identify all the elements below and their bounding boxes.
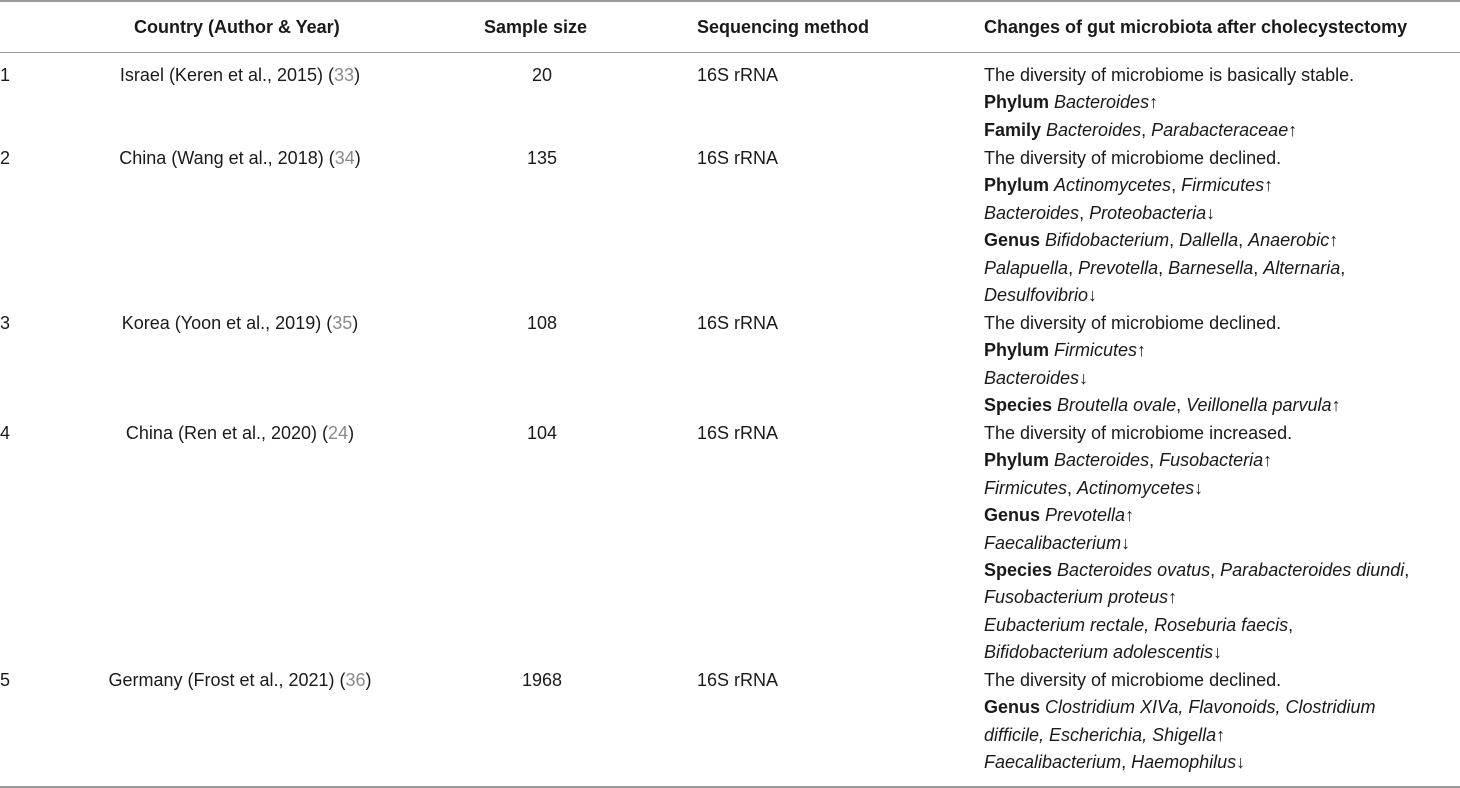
country-close-paren: ): [365, 670, 372, 690]
taxon-rank: Genus: [984, 505, 1046, 526]
changes-text: ,: [1210, 559, 1221, 580]
taxon-name: Palapuella: [984, 257, 1069, 278]
changes-text: ↓: [1236, 752, 1246, 773]
changes-line: [984, 530, 1409, 557]
changes-line: [984, 557, 1409, 584]
changes-text: ↓: [1079, 367, 1089, 388]
taxon-name: Bacteroides: [984, 202, 1080, 223]
changes-text: ,: [1067, 477, 1078, 498]
row-country: [0, 145, 480, 172]
taxon-name: Bacteroides ovatus: [1057, 559, 1211, 580]
changes-text: The diversity of microbiome declined.: [984, 148, 1282, 168]
row-number: 2: [0, 148, 11, 168]
changes-text: ,: [1340, 257, 1346, 278]
row-changes: [984, 62, 1354, 144]
changes-text: ,: [1141, 119, 1152, 140]
taxon-name: Broutella ovale: [1057, 395, 1177, 416]
changes-text: ↓: [1194, 477, 1204, 498]
taxon-name: Parabacteroides diundi: [1220, 559, 1405, 580]
row-sample-size: 20: [531, 65, 553, 85]
row-sequencing-method: 16S rRNA: [697, 313, 779, 333]
changes-line: [984, 639, 1409, 666]
changes-line: [984, 502, 1409, 529]
taxon-name: Proteobacteria: [1089, 202, 1207, 223]
row-number: 4: [0, 423, 11, 443]
changes-text: ↑: [1137, 340, 1147, 361]
row-sequencing-method: 16S rRNA: [697, 65, 779, 85]
taxon-name: Eubacterium rectale, Roseburia faecis: [984, 614, 1289, 635]
taxon-name: difficile, Escherichia, Shigella: [984, 724, 1217, 745]
changes-text: ,: [1149, 450, 1160, 471]
changes-text: ,: [1404, 559, 1410, 580]
header-country: Country (Author & Year): [134, 17, 340, 37]
country-text: Israel (Keren et al., 2015) (: [119, 65, 335, 85]
country-close-paren: ): [352, 313, 359, 333]
changes-text: ,: [1288, 614, 1294, 635]
taxon-name: Desulfovibrio: [984, 284, 1089, 305]
taxon-name: Prevotella: [1078, 257, 1159, 278]
changes-text: ,: [1238, 230, 1249, 251]
row-number: 5: [0, 670, 11, 690]
reference-number: 36: [345, 670, 366, 690]
row-changes: [984, 420, 1409, 667]
header-changes: Changes of gut microbiota after cholecystectomy: [984, 17, 1408, 37]
row-country: [0, 62, 480, 89]
taxon-name: Clostridium XIVa, Flavonoids, Clostridium: [1045, 697, 1376, 718]
taxon-name: Bifidobacterium adolescentis: [984, 642, 1214, 663]
changes-line: [984, 447, 1409, 474]
changes-line: [984, 694, 1375, 721]
changes-line: [984, 420, 1409, 447]
changes-line: [984, 749, 1375, 776]
changes-line: [984, 475, 1409, 502]
changes-text: ↑: [1264, 175, 1274, 196]
changes-line: [984, 392, 1341, 419]
changes-line: [984, 200, 1345, 227]
changes-text: ,: [1121, 752, 1132, 773]
taxon-rank: Phylum: [984, 92, 1055, 113]
taxon-name: Firmicutes: [1181, 175, 1265, 196]
changes-text: The diversity of microbiome declined.: [984, 313, 1282, 333]
changes-text: ↓: [1213, 642, 1223, 663]
changes-text: The diversity of microbiome increased.: [984, 423, 1293, 443]
changes-line: [984, 172, 1345, 199]
taxon-name: Bacteroides: [1046, 119, 1142, 140]
changes-text: ↓: [1088, 284, 1098, 305]
country-close-paren: ): [354, 65, 361, 85]
changes-text: ,: [1079, 202, 1090, 223]
taxon-name: Prevotella: [1045, 505, 1126, 526]
header-rule: [0, 52, 1460, 53]
reference-number: 24: [328, 423, 349, 443]
country-text: Germany (Frost et al., 2021) (: [108, 670, 346, 690]
changes-line: [984, 282, 1345, 309]
taxon-rank: Phylum: [984, 450, 1055, 471]
changes-line: [984, 365, 1341, 392]
changes-line: [984, 612, 1409, 639]
changes-line: [984, 145, 1345, 172]
taxon-rank: Genus: [984, 697, 1046, 718]
row-changes: [984, 667, 1375, 777]
taxon-name: Fusobacteria: [1159, 450, 1264, 471]
changes-text: ,: [1171, 175, 1182, 196]
taxon-name: Parabacteraceae: [1151, 119, 1289, 140]
taxon-name: Bacteroides: [1054, 450, 1150, 471]
country-close-paren: ): [354, 148, 361, 168]
row-country: [0, 667, 480, 694]
changes-text: ↑: [1288, 119, 1298, 140]
changes-line: [984, 722, 1375, 749]
taxon-name: Actinomycetes: [1077, 477, 1195, 498]
row-changes: [984, 310, 1341, 420]
changes-text: ↑: [1329, 230, 1339, 251]
changes-text: ,: [1176, 395, 1187, 416]
changes-text: ,: [1169, 230, 1180, 251]
changes-line: [984, 337, 1341, 364]
country-text: China (Wang et al., 2018) (: [119, 148, 335, 168]
taxon-name: Veillonella parvula: [1186, 395, 1332, 416]
row-sequencing-method: 16S rRNA: [697, 670, 779, 690]
country-text: China (Ren et al., 2020) (: [125, 423, 329, 443]
row-country: [0, 310, 480, 337]
changes-line: [984, 117, 1354, 144]
table-top-rule: [0, 0, 1460, 2]
taxon-name: Anaerobic: [1248, 230, 1330, 251]
taxon-name: Faecalibacterium: [984, 752, 1122, 773]
taxon-name: Bacteroides: [1054, 92, 1150, 113]
changes-text: ↑: [1149, 92, 1159, 113]
country-close-paren: ): [348, 423, 355, 443]
changes-text: ↑: [1263, 450, 1273, 471]
taxon-name: Alternaria: [1263, 257, 1341, 278]
changes-text: ,: [1068, 257, 1079, 278]
taxon-name: Dallella: [1179, 230, 1239, 251]
changes-text: The diversity of microbiome is basically stable.: [984, 65, 1355, 85]
changes-text: ↑: [1216, 724, 1226, 745]
changes-line: [984, 310, 1341, 337]
row-changes: [984, 145, 1345, 309]
row-sample-size: 135: [526, 148, 558, 168]
changes-text: The diversity of microbiome declined.: [984, 670, 1282, 690]
row-sample-size: 1968: [521, 670, 563, 690]
row-sequencing-method: 16S rRNA: [697, 423, 779, 443]
row-number: 1: [0, 65, 11, 85]
changes-text: ↓: [1206, 202, 1216, 223]
taxon-rank: Species: [984, 395, 1058, 416]
changes-text: ,: [1158, 257, 1169, 278]
changes-text: ↑: [1125, 505, 1135, 526]
taxon-name: Actinomycetes: [1054, 175, 1172, 196]
row-country: [0, 420, 480, 447]
changes-text: ↑: [1168, 587, 1178, 608]
header-sample-size: Sample size: [484, 17, 588, 37]
row-number: 3: [0, 313, 11, 333]
taxon-rank: Phylum: [984, 340, 1055, 361]
changes-line: [984, 667, 1375, 694]
changes-line: [984, 584, 1409, 611]
taxon-name: Bacteroides: [984, 367, 1080, 388]
reference-number: 33: [334, 65, 355, 85]
taxon-name: Faecalibacterium: [984, 532, 1122, 553]
changes-line: [984, 255, 1345, 282]
taxon-rank: Genus: [984, 230, 1046, 251]
changes-text: ↓: [1121, 532, 1131, 553]
changes-text: ↑: [1331, 395, 1341, 416]
changes-line: [984, 89, 1354, 116]
row-sequencing-method: 16S rRNA: [697, 148, 779, 168]
taxon-name: Haemophilus: [1131, 752, 1237, 773]
taxon-name: Barnesella: [1168, 257, 1254, 278]
row-sample-size: 104: [526, 423, 558, 443]
taxon-rank: Family: [984, 119, 1047, 140]
row-sample-size: 108: [526, 313, 558, 333]
header-sequencing-method: Sequencing method: [697, 17, 870, 37]
reference-number: 34: [334, 148, 355, 168]
changes-line: [984, 227, 1345, 254]
taxon-name: Firmicutes: [984, 477, 1068, 498]
changes-line: [984, 62, 1354, 89]
taxon-rank: Species: [984, 559, 1058, 580]
taxon-name: Bifidobacterium: [1045, 230, 1170, 251]
taxon-rank: Phylum: [984, 175, 1055, 196]
changes-text: ,: [1253, 257, 1264, 278]
taxon-name: Fusobacterium proteus: [984, 587, 1169, 608]
reference-number: 35: [332, 313, 353, 333]
country-text: Korea (Yoon et al., 2019) (: [121, 313, 333, 333]
taxon-name: Firmicutes: [1054, 340, 1138, 361]
